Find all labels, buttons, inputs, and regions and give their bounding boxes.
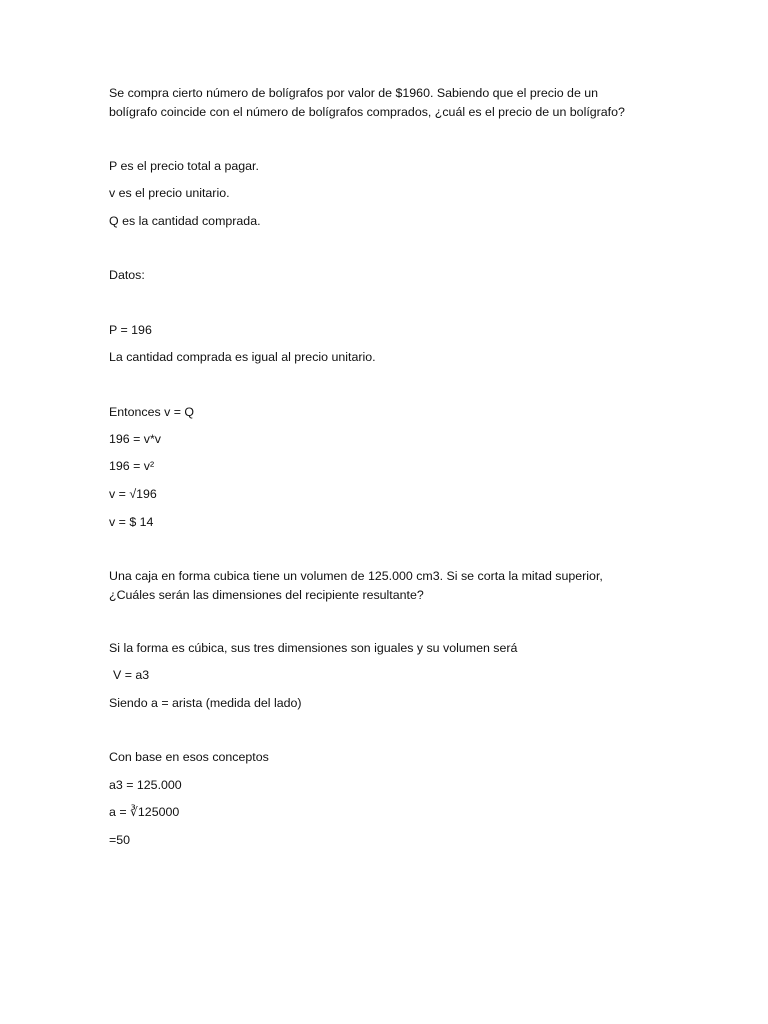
cube-intro: Si la forma es cúbica, sus tres dimensiones son iguales y su volumen será: [109, 641, 518, 655]
definition-v: v es el precio unitario.: [109, 186, 230, 200]
definition-p: P es el precio total a pagar.: [109, 159, 259, 173]
problem1-statement-line2: bolígrafo coincide con el número de bolígrafos comprados, ¿cuál es el precio de un bolígrafo?: [109, 105, 625, 119]
calc-2: a = ∛125000: [109, 805, 180, 819]
relation-text: La cantidad comprada es igual al precio unitario.: [109, 350, 376, 364]
step-3: 196 = v²: [109, 459, 155, 473]
p-value: P = 196: [109, 323, 152, 337]
problem2-statement-line2: ¿Cuáles serán las dimensiones del recipiente resultante?: [109, 588, 424, 602]
datos-heading: Datos:: [109, 268, 145, 282]
result-value: =50: [109, 833, 131, 847]
step-4: v = √196: [109, 487, 157, 501]
problem2-statement-line1: Una caja en forma cubica tiene un volumen de 125.000 cm3. Si se corta la mitad superior,: [109, 569, 603, 583]
arista-definition: Siendo a = arista (medida del lado): [109, 696, 302, 710]
definition-q: Q es la cantidad comprada.: [109, 214, 261, 228]
step-1: Entonces v = Q: [109, 405, 195, 419]
problem1-statement-line1: Se compra cierto número de bolígrafos por valor de $1960. Sabiendo que el precio de un: [109, 86, 599, 100]
concepts-text: Con base en esos conceptos: [109, 750, 269, 764]
calc-1: a3 = 125.000: [109, 778, 182, 792]
volume-formula: V = a3: [113, 668, 150, 682]
step-2: 196 = v*v: [109, 432, 162, 446]
step-5: v = $ 14: [109, 515, 154, 529]
